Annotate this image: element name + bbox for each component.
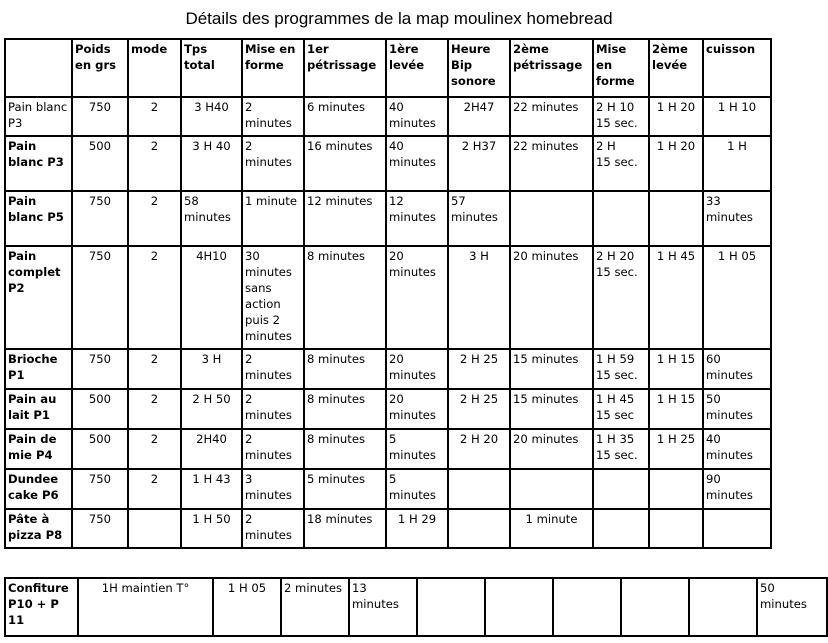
- table-cell: 750: [72, 191, 128, 246]
- table-cell: 5 minutes: [304, 469, 386, 509]
- table-cell: [553, 578, 621, 636]
- table-cell: 5 minutes: [386, 469, 448, 509]
- table-cell: 6 minutes: [304, 97, 386, 136]
- table-cell: 1 H 59 15 sec.: [593, 349, 649, 389]
- table-cell: 750: [72, 246, 128, 349]
- column-header: [5, 39, 72, 97]
- table-cell: 90 minutes: [703, 469, 771, 509]
- table-cell: [621, 578, 689, 636]
- programs-table: [4, 38, 772, 549]
- header-row: [5, 39, 771, 97]
- program-name-cell: Pain blanc P3: [5, 97, 72, 136]
- program-name-cell: Pain blanc P3: [5, 136, 72, 191]
- column-header: Poids en grs: [72, 39, 128, 97]
- program-name-cell: Pain au lait P1: [5, 389, 72, 429]
- table-cell: 500: [72, 136, 128, 191]
- table-cell: 1 H 05: [703, 246, 771, 349]
- column-header: Tps total: [181, 39, 242, 97]
- table-cell: 8 minutes: [304, 349, 386, 389]
- table-cell: 40 minutes: [386, 136, 448, 191]
- table-cell: 1 H 20: [649, 97, 703, 136]
- table-cell: 1 minute: [242, 191, 304, 246]
- table-cell: 1 H 45 15 sec: [593, 389, 649, 429]
- table-cell: 8 minutes: [304, 246, 386, 349]
- table-cell: 1 H 05: [213, 578, 281, 636]
- table-cell: 3 H: [448, 246, 510, 349]
- table-cell: 20 minutes: [386, 246, 448, 349]
- table-cell: 2: [128, 191, 181, 246]
- table-row: [5, 136, 771, 191]
- jam-program-table: [4, 577, 828, 637]
- table-cell: 20 minutes: [510, 429, 593, 469]
- table-cell: [417, 578, 485, 636]
- table-cell: 500: [72, 429, 128, 469]
- table-cell: [128, 509, 181, 548]
- table-cell: 2 H 20: [448, 429, 510, 469]
- table-cell: [649, 509, 703, 548]
- table-cell: 57 minutes: [448, 191, 510, 246]
- table-cell: 12 minutes: [304, 191, 386, 246]
- table-cell: [448, 509, 510, 548]
- table-cell: 50 minutes: [757, 578, 827, 636]
- table-cell: 1 H 35 15 sec.: [593, 429, 649, 469]
- table-row: [5, 246, 771, 349]
- column-header: Heure Bip sonore: [448, 39, 510, 97]
- table-cell: 2: [128, 97, 181, 136]
- table-cell: 3 H40: [181, 97, 242, 136]
- column-header: 2ème pétrissage: [510, 39, 593, 97]
- table-cell: 15 minutes: [510, 389, 593, 429]
- program-name-cell: Pain de mie P4: [5, 429, 72, 469]
- table-cell: 18 minutes: [304, 509, 386, 548]
- table-cell: 750: [72, 469, 128, 509]
- column-header: 2ème levée: [649, 39, 703, 97]
- table-cell: 2: [128, 246, 181, 349]
- table-row: [5, 469, 771, 509]
- table-cell: 3 minutes: [242, 469, 304, 509]
- column-header: 1er pétrissage: [304, 39, 386, 97]
- table-cell: 13 minutes: [349, 578, 417, 636]
- table-cell: 22 minutes: [510, 97, 593, 136]
- table-cell: 50 minutes: [703, 389, 771, 429]
- table-cell: 15 minutes: [510, 349, 593, 389]
- table-cell: 1 H 20: [649, 136, 703, 191]
- table-cell: [703, 509, 771, 548]
- table-cell: [485, 578, 553, 636]
- table-cell: 33 minutes: [703, 191, 771, 246]
- table-cell: 1 minute: [510, 509, 593, 548]
- program-name-cell: Pâte à pizza P8: [5, 509, 72, 548]
- table-cell: 4H10: [181, 246, 242, 349]
- table-row: [5, 191, 771, 246]
- table-cell: 750: [72, 349, 128, 389]
- table-cell: 20 minutes: [386, 349, 448, 389]
- table-cell: 1 H 50: [181, 509, 242, 548]
- table-cell: [593, 191, 649, 246]
- table-row: [5, 97, 771, 136]
- program-name-cell: Brioche P1: [5, 349, 72, 389]
- table-cell: 2: [128, 349, 181, 389]
- table-cell: 3 H: [181, 349, 242, 389]
- table-cell: 1 H 15: [649, 349, 703, 389]
- table-row: [5, 349, 771, 389]
- table-cell: 2 minutes: [242, 136, 304, 191]
- table-cell: 22 minutes: [510, 136, 593, 191]
- table-cell: 40 minutes: [386, 97, 448, 136]
- table-cell: 2: [128, 136, 181, 191]
- column-header: mode: [128, 39, 181, 97]
- table-row: [5, 429, 771, 469]
- table-cell: [510, 191, 593, 246]
- table-cell: [593, 469, 649, 509]
- program-name-cell: Pain complet P2: [5, 246, 72, 349]
- jam-row: [5, 578, 827, 636]
- table-cell: 1 H 10: [703, 97, 771, 136]
- program-name-cell: Pain blanc P5: [5, 191, 72, 246]
- table-cell: 12 minutes: [386, 191, 448, 246]
- table-cell: [689, 578, 757, 636]
- table-cell: 500: [72, 389, 128, 429]
- table-row: [5, 509, 771, 548]
- table-row: [5, 389, 771, 429]
- table-cell: 1 H 29: [386, 509, 448, 548]
- table-cell: 2 H 15 sec.: [593, 136, 649, 191]
- table-cell: 2 H 10 15 sec.: [593, 97, 649, 136]
- page-title: Détails des programmes de la map moulinex homebread: [185, 9, 613, 28]
- table-cell: 1 H: [703, 136, 771, 191]
- column-header: Mise en forme: [593, 39, 649, 97]
- table-cell: [593, 509, 649, 548]
- table-cell: 16 minutes: [304, 136, 386, 191]
- table-cell: [649, 191, 703, 246]
- table-cell: 20 minutes: [510, 246, 593, 349]
- table-cell: 2 minutes: [242, 97, 304, 136]
- program-name-cell: Confiture P10 + P 11: [5, 578, 78, 636]
- table-cell: 60 minutes: [703, 349, 771, 389]
- table-cell: 2: [128, 469, 181, 509]
- table-cell: 1 H 43: [181, 469, 242, 509]
- table-cell: 1H maintien T°: [78, 578, 213, 636]
- table-cell: 8 minutes: [304, 389, 386, 429]
- table-cell: 2 minutes: [281, 578, 349, 636]
- column-header: Mise en forme: [242, 39, 304, 97]
- table-cell: 2 H 50: [181, 389, 242, 429]
- table-cell: [649, 469, 703, 509]
- table-cell: 2 H 25: [448, 389, 510, 429]
- table-cell: 8 minutes: [304, 429, 386, 469]
- table-cell: 2 H 25: [448, 349, 510, 389]
- table-cell: 2 minutes: [242, 389, 304, 429]
- table-cell: 2 minutes: [242, 509, 304, 548]
- table-cell: 5 minutes: [386, 429, 448, 469]
- table-cell: 750: [72, 97, 128, 136]
- table-cell: 2 H 20 15 sec.: [593, 246, 649, 349]
- table-cell: 2H47: [448, 97, 510, 136]
- table-cell: 3 H 40: [181, 136, 242, 191]
- table-cell: 1 H 45: [649, 246, 703, 349]
- table-cell: [510, 469, 593, 509]
- table-cell: 58 minutes: [181, 191, 242, 246]
- table-cell: 2 H37: [448, 136, 510, 191]
- table-cell: [448, 469, 510, 509]
- table-cell: 1 H 15: [649, 389, 703, 429]
- column-header: cuisson: [703, 39, 771, 97]
- table-cell: 2 minutes: [242, 429, 304, 469]
- table-cell: 750: [72, 509, 128, 548]
- table-cell: 1 H 25: [649, 429, 703, 469]
- program-name-cell: Dundee cake P6: [5, 469, 72, 509]
- table-cell: 2: [128, 389, 181, 429]
- table-cell: 40 minutes: [703, 429, 771, 469]
- table-cell: 20 minutes: [386, 389, 448, 429]
- table-cell: 2 minutes: [242, 349, 304, 389]
- table-cell: 30 minutes sans action puis 2 minutes: [242, 246, 304, 349]
- table-cell: 2: [128, 429, 181, 469]
- column-header: 1ère levée: [386, 39, 448, 97]
- table-cell: 2H40: [181, 429, 242, 469]
